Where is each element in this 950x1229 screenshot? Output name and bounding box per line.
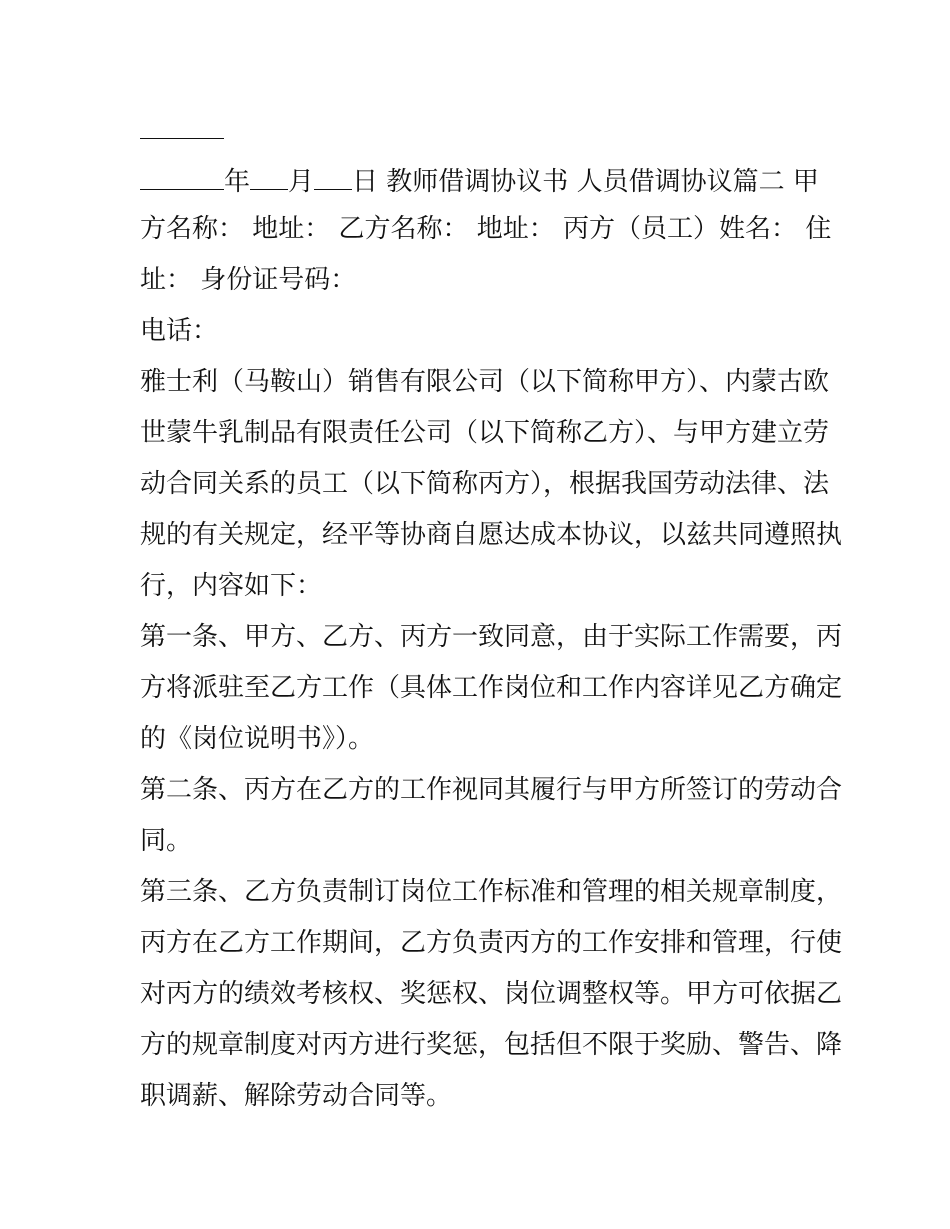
text-line: 第二条、丙方在乙方的工作视同其履行与甲方所签订的劳动合 [140, 775, 843, 805]
month-label: 月 [288, 167, 315, 197]
title-text: 教师借调协议书 人员借调协议篇二 甲 [378, 167, 819, 197]
text-line: 世蒙牛乳制品有限责任公司（以下简称乙方）、与甲方建立劳 [140, 418, 830, 448]
text-line: 址： 身份证号码： [140, 265, 357, 295]
signature-blank-line [140, 102, 815, 153]
day-label: 日 [352, 167, 379, 197]
text-line: 同。 [140, 826, 193, 856]
text-line: 方的规章制度对丙方进行奖惩，包括但不限于奖励、警告、降 [140, 1030, 843, 1060]
document-body [140, 102, 843, 1122]
blank-underline [140, 102, 224, 139]
text-line: 的《岗位说明书》）。 [140, 724, 375, 754]
text-line: 规的有关规定，经平等协商自愿达成本协议，以兹共同遵照执 [140, 520, 843, 550]
year-label: 年 [224, 167, 251, 197]
text-line: 电话： [140, 316, 219, 346]
text-line: 方将派驻至乙方工作（具体工作岗位和工作内容详见乙方确定 [140, 673, 843, 703]
day-blank [314, 153, 352, 190]
text-line: 丙方在乙方工作期间，乙方负责丙方的工作安排和管理，行使 [140, 928, 843, 958]
text-line: 行，内容如下： [140, 571, 323, 601]
text-line: 雅士利（马鞍山）销售有限公司（以下简称甲方）、内蒙古欧 [140, 367, 830, 397]
text-line: 动合同关系的员工（以下简称丙方），根据我国劳动法律、法 [140, 469, 830, 499]
year-blank [140, 153, 224, 190]
month-blank [250, 153, 288, 190]
text-line: 方名称： 地址： 乙方名称： 地址： 丙方（员工）姓名： 住 [140, 214, 832, 244]
text-line: 第三条、乙方负责制订岗位工作标准和管理的相关规章制度， [140, 877, 843, 907]
text-line: 对丙方的绩效考核权、奖惩权、岗位调整权等。甲方可依据乙 [140, 979, 843, 1009]
text-line: 职调薪、解除劳动合同等。 [140, 1081, 453, 1111]
text-line: 第一条、甲方、乙方、丙方一致同意，由于实际工作需要，丙 [140, 622, 843, 652]
date-title-line [140, 153, 819, 204]
